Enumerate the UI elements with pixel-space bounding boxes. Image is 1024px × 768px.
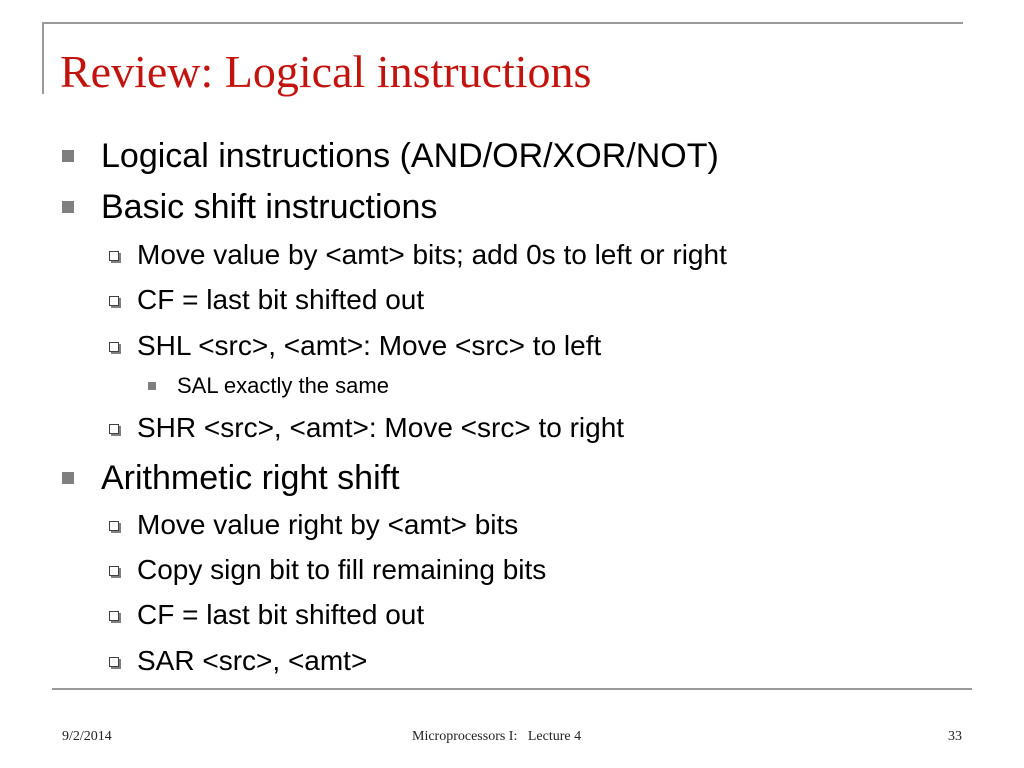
bullet-text: SAR <src>, <amt>	[137, 645, 368, 676]
frame-top-line	[42, 22, 963, 24]
box-bullet-icon	[109, 342, 119, 352]
bullet-text: SHL <src>, <amt>: Move <src> to left	[137, 330, 602, 361]
box-bullet-icon	[109, 424, 119, 434]
footer-date: 9/2/2014	[62, 729, 112, 744]
bullet-text: Logical instructions (AND/OR/XOR/NOT)	[101, 137, 719, 175]
footer-page-number: 33	[948, 729, 962, 744]
square-bullet-icon	[148, 382, 156, 390]
box-bullet-icon	[109, 657, 119, 667]
box-bullet-icon	[109, 521, 119, 531]
bullet-text: Copy sign bit to fill remaining bits	[137, 554, 547, 585]
bullet-text: Basic shift instructions	[101, 188, 438, 226]
footer-divider	[52, 688, 972, 690]
bullet-text: Move value right by <amt> bits	[137, 509, 519, 540]
box-bullet-icon	[109, 611, 119, 621]
box-bullet-icon	[109, 251, 119, 261]
bullet-text: CF = last bit shifted out	[137, 599, 425, 630]
box-bullet-icon	[109, 296, 119, 306]
square-bullet-icon	[62, 201, 74, 213]
square-bullet-icon	[62, 472, 74, 484]
square-bullet-icon	[62, 150, 74, 162]
slide-title: Review: Logical instructions	[60, 46, 592, 97]
bullet-text: Arithmetic right shift	[101, 459, 400, 497]
bullet-text: CF = last bit shifted out	[137, 284, 425, 315]
box-bullet-icon	[109, 566, 119, 576]
frame-left-line	[42, 22, 44, 94]
bullet-text: Move value by <amt> bits; add 0s to left or right	[137, 239, 727, 270]
bullet-text: SHR <src>, <amt>: Move <src> to right	[137, 412, 625, 443]
bullet-text: SAL exactly the same	[177, 373, 389, 398]
footer-lecture-title: Microprocessors I: Lecture 4	[412, 729, 582, 744]
